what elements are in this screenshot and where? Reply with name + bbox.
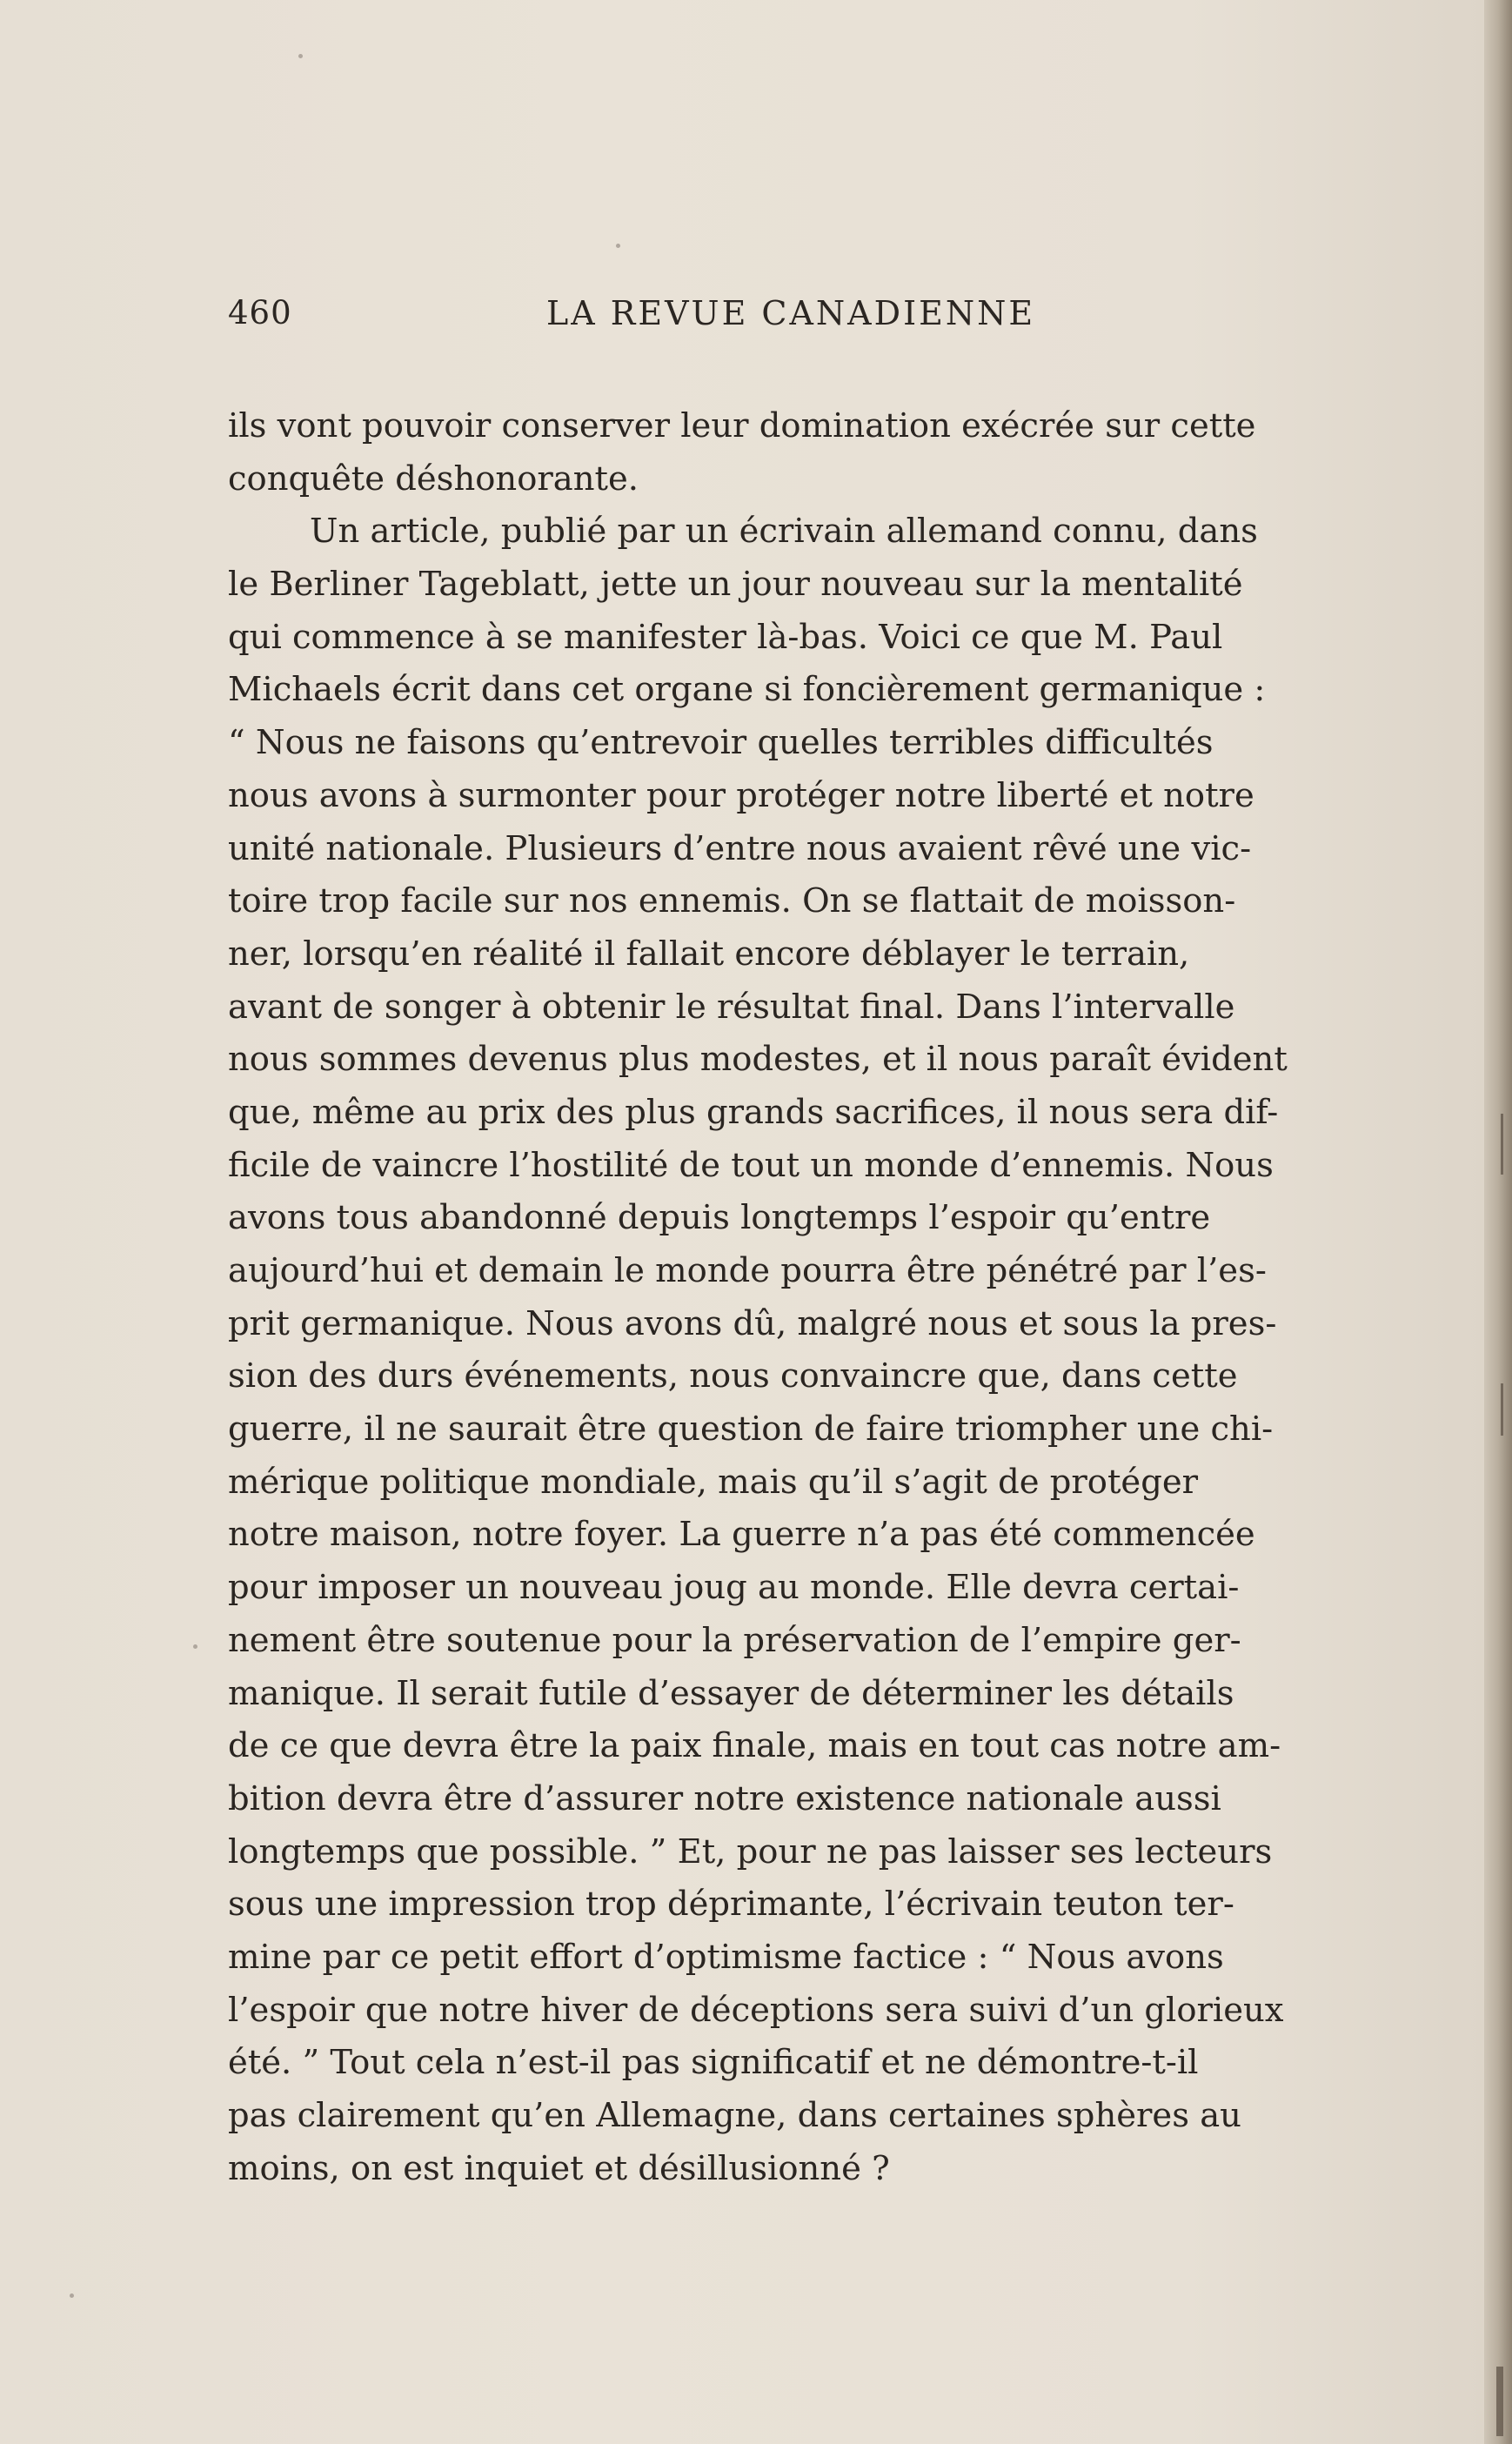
text-line: longtemps que possible. ” Et, pour ne pas laisser ses lecteurs <box>228 1831 1273 1872</box>
body-text <box>228 400 1288 2195</box>
page-number: 460 <box>228 294 292 331</box>
margin-mark <box>1501 1383 1503 1436</box>
running-head <box>228 294 1044 339</box>
text-line: guerre, il ne saurait être question de faire triompher une chi- <box>228 1409 1274 1450</box>
paragraph-start-line: Un article, publié par un écrivain allemand connu, dans <box>310 512 1258 552</box>
journal-title: LA REVUE CANADIENNE <box>546 294 1036 332</box>
text-line: été. ” Tout cela n’est-il pas significatif et ne démontre-t-il <box>228 2043 1199 2083</box>
text-line: nement être soutenue pour la préservation de l’empire ger- <box>228 1620 1241 1660</box>
margin-mark <box>1501 1114 1503 1175</box>
text-line: de ce que devra être la paix finale, mais en tout cas notre am- <box>228 1726 1281 1766</box>
text-line: avant de songer à obtenir le résultat final. Dans l’intervalle <box>228 987 1235 1027</box>
text-line: que, même au prix des plus grands sacrifices, il nous sera dif- <box>228 1092 1279 1132</box>
text-line: “ Nous ne faisons qu’entrevoir quelles terribles difficultés <box>228 723 1214 763</box>
text-line: nous sommes devenus plus modestes, et il nous paraît évident <box>228 1040 1288 1080</box>
text-line: l’espoir que notre hiver de déceptions sera suivi d’un glorieux <box>228 1990 1284 2030</box>
text-line: toire trop facile sur nos ennemis. On se flattait de moisson- <box>228 881 1236 921</box>
paper-speck <box>193 1644 197 1649</box>
text-line: notre maison, notre foyer. La guerre n’a pas été commencée <box>228 1515 1255 1555</box>
text-line: sous une impression trop déprimante, l’écrivain teuton ter- <box>228 1885 1234 1925</box>
text-line: sion des durs événements, nous convaincre que, dans cette <box>228 1356 1238 1396</box>
text-line: ner, lorsqu’en réalité il fallait encore déblayer le terrain, <box>228 934 1190 974</box>
text-line: pour imposer un nouveau joug au monde. Elle devra certai- <box>228 1568 1240 1608</box>
text-line: le Berliner Tageblatt, jette un jour nouveau sur la mentalité <box>228 565 1243 605</box>
paper-speck <box>298 54 303 58</box>
margin-mark <box>1496 2367 1503 2436</box>
text-line: manique. Il serait futile d’essayer de déterminer les détails <box>228 1673 1234 1713</box>
text-line: qui commence à se manifester là-bas. Voici ce que M. Paul <box>228 617 1223 657</box>
text-line: nous avons à surmonter pour protéger notre liberté et notre <box>228 775 1254 815</box>
text-line: prit germanique. Nous avons dû, malgré nous et sous la pres- <box>228 1303 1277 1343</box>
text-line: aujourd’hui et demain le monde pourra être pénétré par l’es- <box>228 1251 1267 1290</box>
page-edge <box>1484 0 1512 2444</box>
text-line: moins, on est inquiet et désillusionné ? <box>228 2148 890 2188</box>
text-line: pas clairement qu’en Allemagne, dans certaines sphères au <box>228 2096 1241 2135</box>
text-line: mérique politique mondiale, mais qu’il s’agit de protéger <box>228 1462 1199 1502</box>
text-line: ficile de vaincre l’hostilité de tout un monde d’ennemis. Nous <box>228 1145 1274 1185</box>
paper-speck <box>616 244 620 248</box>
text-line: mine par ce petit effort d’optimisme factice : “ Nous avons <box>228 1937 1224 1977</box>
text-line: unité nationale. Plusieurs d’entre nous avaient rêvé une vic- <box>228 828 1252 868</box>
text-line: avons tous abandonné depuis longtemps l’espoir qu’entre <box>228 1198 1211 1238</box>
text-line: conquête déshonorante. <box>228 459 639 499</box>
paper-speck <box>70 2293 74 2298</box>
text-line: ils vont pouvoir conserver leur domination exécrée sur cette <box>228 406 1256 445</box>
text-line: bition devra être d’assurer notre existence nationale aussi <box>228 1778 1221 1818</box>
text-line: Michaels écrit dans cet organe si foncièrement germanique : <box>228 670 1266 710</box>
